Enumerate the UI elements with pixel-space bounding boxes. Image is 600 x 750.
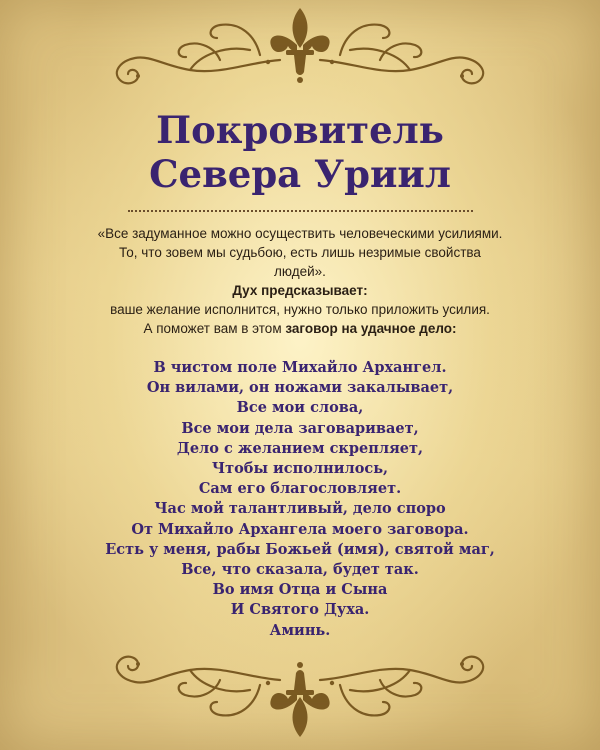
spell-text bbox=[20, 358, 580, 641]
page-title bbox=[0, 108, 600, 196]
spell-line: Во имя Отца и Сына bbox=[212, 581, 388, 599]
title-line-2: Севера Уриил bbox=[149, 152, 451, 196]
help-prefix: А поможет вам в этом bbox=[143, 321, 282, 336]
spell-line: Дело с желанием скрепляет, bbox=[176, 439, 424, 457]
spell-line: Аминь. bbox=[269, 621, 331, 639]
spell-line: Он вилами, он ножами закалывает, bbox=[146, 379, 454, 397]
top-ornament-icon bbox=[50, 0, 550, 100]
bottom-ornament-icon bbox=[50, 640, 550, 745]
spell-line: Час мой талантливый, дело споро bbox=[154, 500, 446, 518]
title-line-1: Покровитель bbox=[156, 108, 444, 152]
help-bold: заговор на удачное дело: bbox=[285, 321, 457, 336]
spell-line: Все мои слова, bbox=[236, 399, 364, 417]
spell-line: И Святого Духа. bbox=[230, 601, 370, 619]
intro-section bbox=[40, 224, 560, 338]
spell-line: Есть у меня, рабы Божьей (имя), святой маг, bbox=[105, 540, 495, 558]
spell-line: Чтобы исполнилось, bbox=[211, 460, 389, 478]
spell-line: От Михайло Архангела моего заговора. bbox=[131, 520, 469, 538]
help-line bbox=[40, 319, 560, 338]
spell-line: Сам его благословляет. bbox=[198, 480, 402, 498]
spell-line: Все мои дела заговаривает, bbox=[181, 419, 419, 437]
intro-quote: «Все задуманное можно осуществить человеческими усилиями. То, что зовем мы судьбою, есть лишь незримые свойства людей». bbox=[97, 226, 503, 279]
spell-line: В чистом поле Михайло Архангел. bbox=[153, 359, 447, 376]
dotted-divider bbox=[128, 210, 473, 212]
spirit-label: Дух предсказывает: bbox=[232, 283, 368, 298]
prediction-text: ваше желание исполнится, нужно только приложить усилия. bbox=[110, 302, 490, 317]
spell-line: Все, что сказала, будет так. bbox=[181, 561, 419, 579]
